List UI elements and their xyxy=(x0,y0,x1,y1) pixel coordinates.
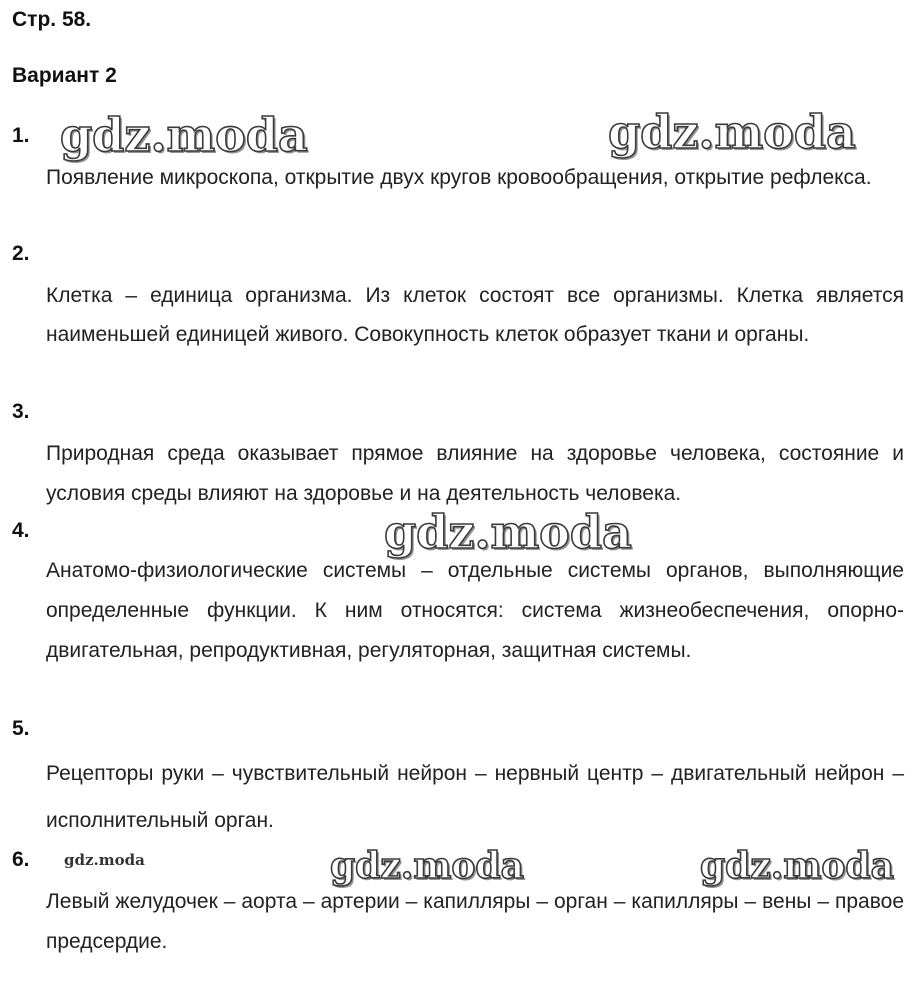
watermark-logo: gdz.moda xyxy=(700,845,894,887)
item-number: 2. xyxy=(12,242,30,265)
watermark-logo: gdz.moda xyxy=(384,505,632,559)
watermark-logo: gdz.moda xyxy=(330,845,524,887)
item-number: 4. xyxy=(12,519,30,542)
variant-heading: Вариант 2 xyxy=(12,64,117,87)
answer-text: Клетка – единица организма. Из клеток состоят все организмы. Клетка является наименьшей единицей живого. Совокупность клеток образует ткани и органы. xyxy=(46,284,904,346)
item-number: 6. xyxy=(12,848,30,871)
item-number: 5. xyxy=(12,717,30,740)
watermark-logo: gdz.moda xyxy=(608,105,856,159)
watermark-logo: gdz.moda xyxy=(64,851,145,869)
answer-text: Появление микроскопа, открытие двух кругов кровообращения, открытие рефлекса. xyxy=(46,166,872,189)
item-number: 3. xyxy=(12,400,30,423)
answer-text: Природная среда оказывает прямое влияние на здоровье человека, состояние и условия среды влияют на здоровье и на деятельность человека. xyxy=(46,442,904,505)
watermark-logo: gdz.moda xyxy=(60,108,308,162)
page-label: Стр. 58. xyxy=(12,8,92,31)
item-number: 1. xyxy=(12,124,30,147)
answer-text: Анатомо-физиологические системы – отдельные системы органов, выполняющие определенные функции. К ним относятся: система жизнеобеспечения, опорно-двигательная, репродуктивная, регуляторная, защитная системы. xyxy=(46,559,904,662)
answer-text: Левый желудочек – аорта – артерии – капилляры – орган – капилляры – вены – правое предсердие. xyxy=(46,890,904,953)
answer-text: Рецепторы руки – чувствительный нейрон – нервный центр – двигательный нейрон – исполнительный орган. xyxy=(46,762,904,832)
